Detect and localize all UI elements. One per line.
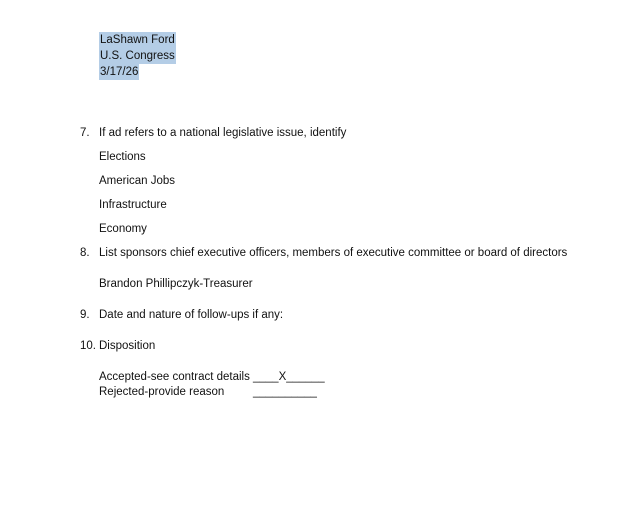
issue-item: Economy bbox=[99, 223, 147, 235]
candidate-name: LaShawn Ford bbox=[100, 34, 175, 46]
item-8-number: 8. bbox=[80, 247, 90, 259]
item-9-question: Date and nature of follow-ups if any: bbox=[99, 309, 284, 321]
item-9-number: 9. bbox=[80, 309, 90, 321]
item-7-number: 7. bbox=[80, 127, 90, 139]
disposition-rejected-label: Rejected-provide reason bbox=[99, 386, 225, 398]
item-8-question: List sponsors chief executive officers, members of executive committee or board of directors bbox=[99, 247, 568, 259]
item-8-answer: Brandon Phillipczyk-Treasurer bbox=[99, 278, 253, 290]
disposition-accepted-mark: ____X______ bbox=[253, 371, 325, 383]
disposition-accepted-label: Accepted-see contract details bbox=[99, 371, 250, 383]
issue-item: Elections bbox=[99, 151, 146, 163]
disposition-rejected-mark: __________ bbox=[253, 386, 317, 398]
issue-item: American Jobs bbox=[99, 175, 176, 187]
issue-item: Infrastructure bbox=[99, 199, 167, 211]
header-date: 3/17/26 bbox=[100, 66, 139, 78]
office-sought: U.S. Congress bbox=[100, 50, 175, 62]
item-7-question: If ad refers to a national legislative issue, identify bbox=[99, 127, 347, 139]
item-10-question: Disposition bbox=[99, 340, 156, 352]
item-10-number: 10. bbox=[80, 340, 96, 352]
